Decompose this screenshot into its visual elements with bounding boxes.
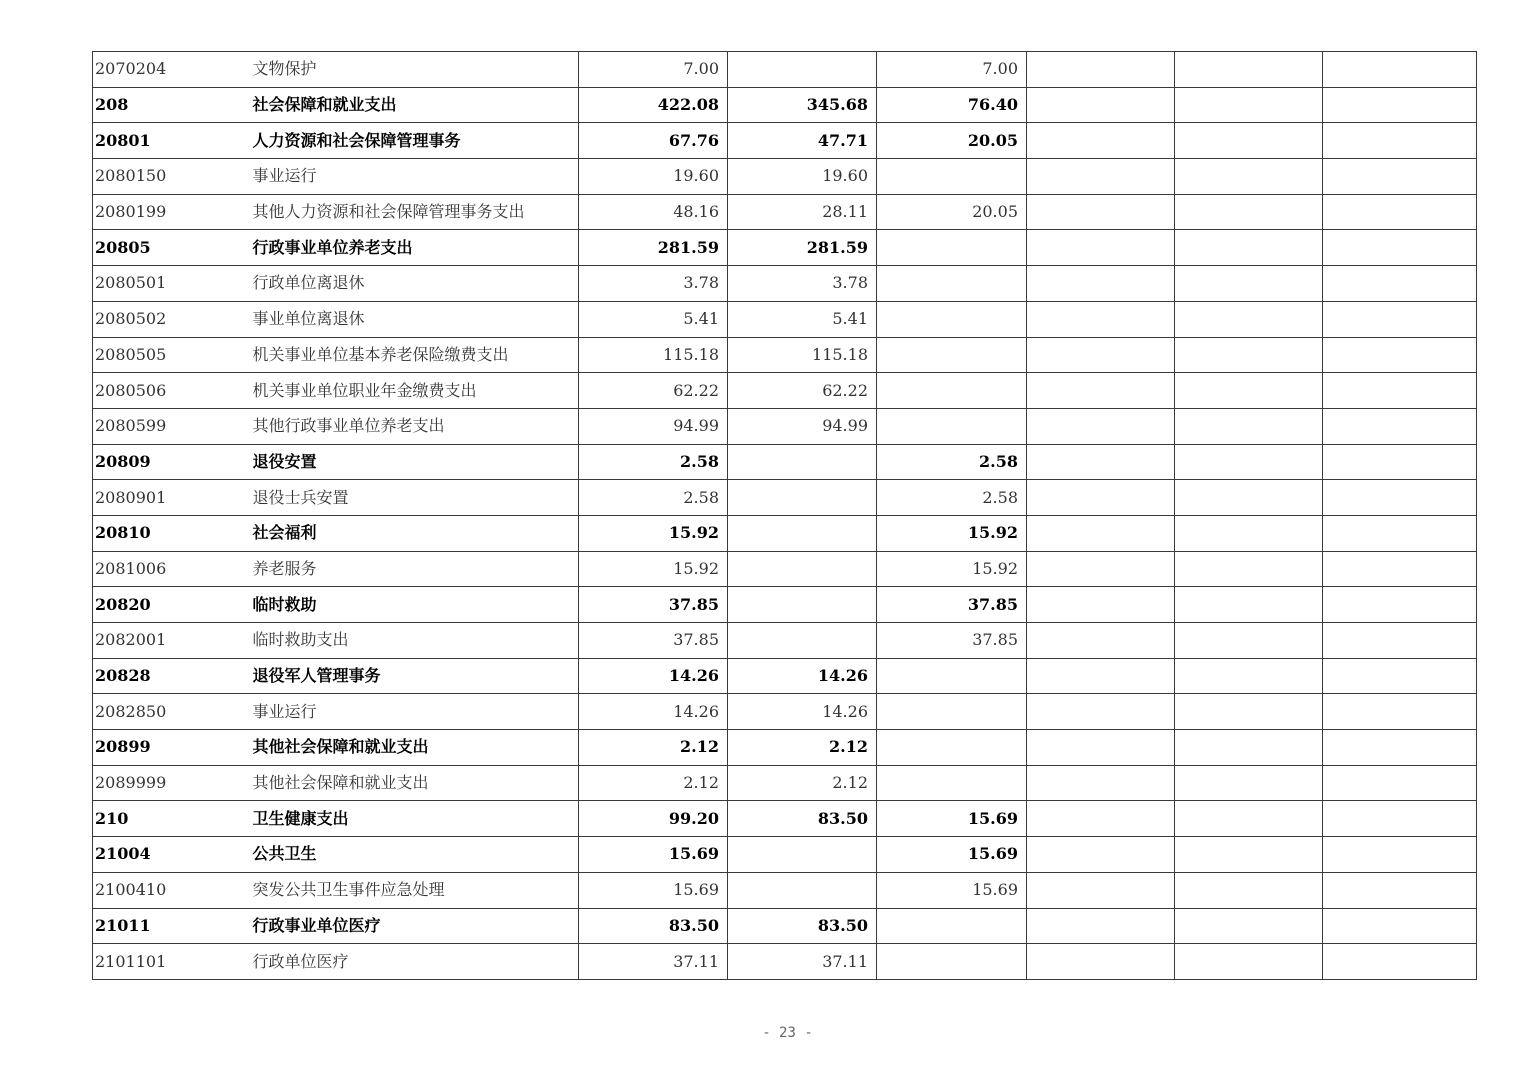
table-row [93, 194, 1477, 230]
row-basic-cell: 19.60 [728, 159, 877, 195]
row-code-cell: 20899 [93, 730, 251, 766]
row-empty-cell [1323, 87, 1477, 123]
row-empty-cell [1175, 87, 1323, 123]
row-code-cell: 208 [93, 87, 251, 123]
row-total-cell: 19.60 [579, 159, 728, 195]
row-basic-cell: 37.11 [728, 944, 877, 980]
row-empty-cell [1175, 551, 1323, 587]
row-basic-cell: 115.18 [728, 337, 877, 373]
row-name-cell: 公共卫生 [251, 837, 579, 873]
row-empty-cell [1175, 230, 1323, 266]
row-basic-cell [728, 444, 877, 480]
row-basic-cell [728, 587, 877, 623]
row-empty-cell [1175, 872, 1323, 908]
row-empty-cell [1175, 480, 1323, 516]
row-empty-cell [1027, 301, 1175, 337]
budget-expenditure-table [92, 51, 1477, 980]
table-row [93, 908, 1477, 944]
table-row [93, 480, 1477, 516]
row-name-cell: 临时救助支出 [251, 623, 579, 659]
row-basic-cell: 2.12 [728, 730, 877, 766]
row-empty-cell [1175, 301, 1323, 337]
row-empty-cell [1027, 837, 1175, 873]
row-code-cell: 20805 [93, 230, 251, 266]
row-code-cell: 2080199 [93, 194, 251, 230]
row-empty-cell [1175, 159, 1323, 195]
row-total-cell: 15.92 [579, 551, 728, 587]
row-project-cell [877, 908, 1027, 944]
row-name-cell: 临时救助 [251, 587, 579, 623]
row-total-cell: 3.78 [579, 266, 728, 302]
row-basic-cell: 3.78 [728, 266, 877, 302]
row-empty-cell [1323, 373, 1477, 409]
row-code-cell: 2101101 [93, 944, 251, 980]
row-name-cell: 机关事业单位基本养老保险缴费支出 [251, 337, 579, 373]
table-row [93, 837, 1477, 873]
table-row [93, 872, 1477, 908]
row-empty-cell [1323, 694, 1477, 730]
row-empty-cell [1175, 373, 1323, 409]
row-project-cell: 2.58 [877, 480, 1027, 516]
row-code-cell: 2089999 [93, 765, 251, 801]
row-code-cell: 2080901 [93, 480, 251, 516]
table-row [93, 694, 1477, 730]
row-empty-cell [1027, 765, 1175, 801]
row-empty-cell [1323, 515, 1477, 551]
row-project-cell [877, 337, 1027, 373]
table-row [93, 515, 1477, 551]
table-row [93, 765, 1477, 801]
row-empty-cell [1323, 230, 1477, 266]
row-empty-cell [1175, 266, 1323, 302]
row-code-cell: 21011 [93, 908, 251, 944]
row-basic-cell [728, 837, 877, 873]
row-code-cell: 20820 [93, 587, 251, 623]
row-basic-cell [728, 52, 877, 88]
row-total-cell: 67.76 [579, 123, 728, 159]
row-code-cell: 2082850 [93, 694, 251, 730]
row-empty-cell [1323, 730, 1477, 766]
table-row [93, 551, 1477, 587]
row-empty-cell [1175, 837, 1323, 873]
row-empty-cell [1323, 123, 1477, 159]
row-name-cell: 机关事业单位职业年金缴费支出 [251, 373, 579, 409]
table-row [93, 301, 1477, 337]
row-code-cell: 2080150 [93, 159, 251, 195]
row-total-cell: 37.85 [579, 623, 728, 659]
row-project-cell [877, 658, 1027, 694]
row-empty-cell [1323, 194, 1477, 230]
row-code-cell: 2100410 [93, 872, 251, 908]
row-empty-cell [1027, 444, 1175, 480]
row-code-cell: 21004 [93, 837, 251, 873]
row-empty-cell [1323, 837, 1477, 873]
table-row [93, 87, 1477, 123]
row-total-cell: 62.22 [579, 373, 728, 409]
table-row [93, 944, 1477, 980]
row-empty-cell [1323, 337, 1477, 373]
row-total-cell: 2.12 [579, 730, 728, 766]
row-code-cell: 2082001 [93, 623, 251, 659]
row-project-cell [877, 301, 1027, 337]
row-empty-cell [1027, 159, 1175, 195]
row-empty-cell [1323, 52, 1477, 88]
row-basic-cell [728, 515, 877, 551]
table-row [93, 623, 1477, 659]
row-code-cell: 210 [93, 801, 251, 837]
row-name-cell: 事业运行 [251, 694, 579, 730]
table-row [93, 266, 1477, 302]
row-empty-cell [1323, 765, 1477, 801]
row-project-cell [877, 765, 1027, 801]
row-name-cell: 养老服务 [251, 551, 579, 587]
row-name-cell: 其他社会保障和就业支出 [251, 765, 579, 801]
row-empty-cell [1027, 373, 1175, 409]
row-basic-cell: 5.41 [728, 301, 877, 337]
row-empty-cell [1175, 944, 1323, 980]
row-empty-cell [1175, 694, 1323, 730]
row-project-cell: 15.69 [877, 837, 1027, 873]
row-basic-cell: 14.26 [728, 658, 877, 694]
table-row [93, 230, 1477, 266]
row-name-cell: 行政事业单位养老支出 [251, 230, 579, 266]
page-number: - 23 - [762, 1025, 813, 1041]
row-project-cell [877, 694, 1027, 730]
row-name-cell: 事业单位离退休 [251, 301, 579, 337]
row-total-cell: 14.26 [579, 658, 728, 694]
row-basic-cell [728, 551, 877, 587]
table-body [93, 52, 1477, 980]
row-code-cell: 2080502 [93, 301, 251, 337]
row-total-cell: 2.12 [579, 765, 728, 801]
row-project-cell: 2.58 [877, 444, 1027, 480]
row-name-cell: 退役军人管理事务 [251, 658, 579, 694]
row-basic-cell: 94.99 [728, 408, 877, 444]
row-total-cell: 2.58 [579, 444, 728, 480]
row-code-cell: 20810 [93, 515, 251, 551]
row-empty-cell [1323, 872, 1477, 908]
row-name-cell: 退役士兵安置 [251, 480, 579, 516]
row-project-cell [877, 373, 1027, 409]
row-code-cell: 2080505 [93, 337, 251, 373]
row-basic-cell: 47.71 [728, 123, 877, 159]
table-row [93, 658, 1477, 694]
row-name-cell: 人力资源和社会保障管理事务 [251, 123, 579, 159]
row-project-cell: 37.85 [877, 587, 1027, 623]
row-basic-cell: 28.11 [728, 194, 877, 230]
row-basic-cell: 2.12 [728, 765, 877, 801]
row-empty-cell [1175, 337, 1323, 373]
row-empty-cell [1027, 266, 1175, 302]
row-basic-cell [728, 872, 877, 908]
row-empty-cell [1027, 730, 1175, 766]
row-basic-cell: 83.50 [728, 801, 877, 837]
table-row [93, 159, 1477, 195]
row-empty-cell [1175, 658, 1323, 694]
row-empty-cell [1027, 515, 1175, 551]
row-name-cell: 行政单位医疗 [251, 944, 579, 980]
row-basic-cell [728, 480, 877, 516]
row-empty-cell [1027, 587, 1175, 623]
row-empty-cell [1027, 944, 1175, 980]
row-project-cell [877, 944, 1027, 980]
row-basic-cell: 62.22 [728, 373, 877, 409]
row-empty-cell [1323, 587, 1477, 623]
table-row [93, 52, 1477, 88]
row-project-cell: 15.69 [877, 872, 1027, 908]
row-total-cell: 281.59 [579, 230, 728, 266]
row-empty-cell [1175, 765, 1323, 801]
row-project-cell [877, 408, 1027, 444]
row-total-cell: 422.08 [579, 87, 728, 123]
row-empty-cell [1323, 944, 1477, 980]
row-empty-cell [1027, 123, 1175, 159]
row-empty-cell [1027, 408, 1175, 444]
row-total-cell: 115.18 [579, 337, 728, 373]
row-empty-cell [1323, 658, 1477, 694]
row-empty-cell [1027, 801, 1175, 837]
row-project-cell: 15.69 [877, 801, 1027, 837]
row-empty-cell [1027, 194, 1175, 230]
row-empty-cell [1323, 623, 1477, 659]
row-project-cell: 7.00 [877, 52, 1027, 88]
row-total-cell: 94.99 [579, 408, 728, 444]
row-empty-cell [1175, 194, 1323, 230]
row-total-cell: 7.00 [579, 52, 728, 88]
row-empty-cell [1323, 408, 1477, 444]
row-name-cell: 社会保障和就业支出 [251, 87, 579, 123]
row-empty-cell [1027, 658, 1175, 694]
row-total-cell: 37.85 [579, 587, 728, 623]
row-total-cell: 15.69 [579, 872, 728, 908]
row-basic-cell: 345.68 [728, 87, 877, 123]
row-project-cell: 20.05 [877, 194, 1027, 230]
row-empty-cell [1027, 52, 1175, 88]
row-total-cell: 48.16 [579, 194, 728, 230]
row-empty-cell [1027, 337, 1175, 373]
row-project-cell [877, 159, 1027, 195]
row-name-cell: 文物保护 [251, 52, 579, 88]
row-empty-cell [1175, 801, 1323, 837]
row-empty-cell [1323, 801, 1477, 837]
row-name-cell: 卫生健康支出 [251, 801, 579, 837]
row-empty-cell [1175, 908, 1323, 944]
row-name-cell: 其他行政事业单位养老支出 [251, 408, 579, 444]
row-name-cell: 其他社会保障和就业支出 [251, 730, 579, 766]
row-code-cell: 2080501 [93, 266, 251, 302]
row-empty-cell [1323, 908, 1477, 944]
row-empty-cell [1175, 52, 1323, 88]
row-code-cell: 2080506 [93, 373, 251, 409]
row-project-cell: 76.40 [877, 87, 1027, 123]
row-project-cell: 15.92 [877, 515, 1027, 551]
row-empty-cell [1175, 123, 1323, 159]
row-empty-cell [1323, 159, 1477, 195]
row-code-cell: 20809 [93, 444, 251, 480]
row-total-cell: 2.58 [579, 480, 728, 516]
row-name-cell: 其他人力资源和社会保障管理事务支出 [251, 194, 579, 230]
row-name-cell: 行政事业单位医疗 [251, 908, 579, 944]
row-code-cell: 2070204 [93, 52, 251, 88]
row-total-cell: 15.69 [579, 837, 728, 873]
table-row [93, 587, 1477, 623]
row-empty-cell [1175, 587, 1323, 623]
table-row [93, 801, 1477, 837]
table-row [93, 337, 1477, 373]
row-code-cell: 2081006 [93, 551, 251, 587]
row-empty-cell [1323, 551, 1477, 587]
row-empty-cell [1027, 694, 1175, 730]
row-name-cell: 社会福利 [251, 515, 579, 551]
row-empty-cell [1175, 408, 1323, 444]
row-empty-cell [1027, 87, 1175, 123]
row-empty-cell [1323, 444, 1477, 480]
table-row [93, 730, 1477, 766]
row-project-cell [877, 730, 1027, 766]
row-empty-cell [1323, 301, 1477, 337]
row-name-cell: 行政单位离退休 [251, 266, 579, 302]
row-basic-cell [728, 623, 877, 659]
row-total-cell: 83.50 [579, 908, 728, 944]
table-row [93, 444, 1477, 480]
row-total-cell: 15.92 [579, 515, 728, 551]
row-empty-cell [1175, 623, 1323, 659]
row-empty-cell [1175, 515, 1323, 551]
row-code-cell: 20828 [93, 658, 251, 694]
row-empty-cell [1175, 444, 1323, 480]
row-code-cell: 2080599 [93, 408, 251, 444]
row-total-cell: 14.26 [579, 694, 728, 730]
row-project-cell: 37.85 [877, 623, 1027, 659]
table-row [93, 408, 1477, 444]
row-empty-cell [1027, 908, 1175, 944]
table-row [93, 123, 1477, 159]
row-project-cell [877, 230, 1027, 266]
row-basic-cell: 83.50 [728, 908, 877, 944]
row-empty-cell [1027, 230, 1175, 266]
row-basic-cell: 281.59 [728, 230, 877, 266]
row-total-cell: 5.41 [579, 301, 728, 337]
row-empty-cell [1027, 623, 1175, 659]
row-name-cell: 事业运行 [251, 159, 579, 195]
row-empty-cell [1323, 480, 1477, 516]
row-empty-cell [1175, 730, 1323, 766]
table-row [93, 373, 1477, 409]
row-project-cell: 15.92 [877, 551, 1027, 587]
row-name-cell: 退役安置 [251, 444, 579, 480]
row-total-cell: 37.11 [579, 944, 728, 980]
row-project-cell [877, 266, 1027, 302]
row-empty-cell [1027, 480, 1175, 516]
row-empty-cell [1027, 872, 1175, 908]
row-empty-cell [1027, 551, 1175, 587]
row-project-cell: 20.05 [877, 123, 1027, 159]
row-basic-cell: 14.26 [728, 694, 877, 730]
row-empty-cell [1323, 266, 1477, 302]
row-name-cell: 突发公共卫生事件应急处理 [251, 872, 579, 908]
row-total-cell: 99.20 [579, 801, 728, 837]
row-code-cell: 20801 [93, 123, 251, 159]
